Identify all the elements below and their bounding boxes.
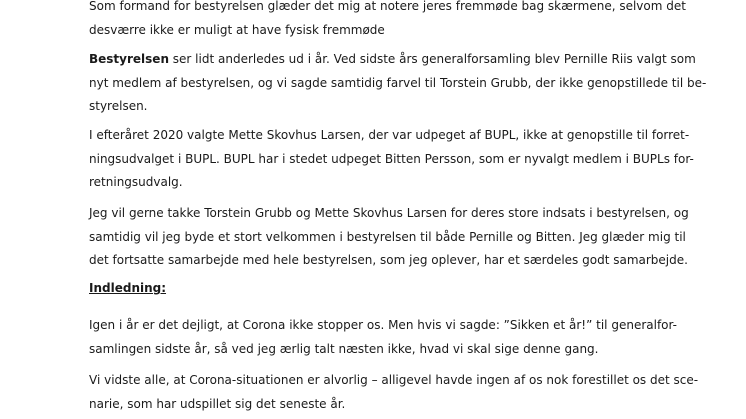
section-heading: Indledning:: [89, 281, 167, 295]
text-line: Igen i år er det dejligt, at Corona ikke stopper os. Men hvis vi sagde: ”Sikken et år!” til generalfor-: [89, 318, 678, 332]
text-line: I efteråret 2020 valgte Mette Skovhus Larsen, der var udpeget af BUPL, ikke at genopstille til forret-: [89, 128, 690, 142]
text-line: styrelsen.: [89, 99, 148, 113]
text-line: narie, som har udspillet sig det seneste år.: [89, 396, 346, 411]
bold-lead: Bestyrelsen: [89, 52, 169, 66]
paragraph-corona-intro: [89, 314, 678, 361]
text-line: desværre ikke er muligt at have fysisk fremmøde: [89, 22, 385, 37]
paragraph-tak: [89, 202, 689, 273]
text-line: samtidig vil jeg byde et stort velkommen i bestyrelsen til både Pernille og Bitten. Jeg glæder mig til: [89, 229, 686, 244]
paragraph-bestyrelsen: [89, 48, 707, 119]
text-line: ningsudvalget i BUPL. BUPL har i stedet udpeget Bitten Persson, som er nyvalgt medlem i BUPLs for-: [89, 151, 694, 166]
paragraph-intro: [89, 0, 686, 42]
text-line: Jeg vil gerne takke Torstein Grubb og Mette Skovhus Larsen for deres store indsats i bestyrelsen, og: [89, 206, 689, 220]
text-line: [89, 48, 696, 72]
text-line: samlingen sidste år, så ved jeg ærlig talt næsten ikke, hvad vi skal sige denne gang.: [89, 341, 599, 356]
text-line: det fortsatte samarbejde med hele bestyrelsen, som jeg oplever, har et særdeles godt samarbejde.: [89, 253, 688, 267]
text-line: retningsudvalg.: [89, 175, 183, 189]
paragraph-bupl: [89, 124, 694, 195]
text-line: nyt medlem af bestyrelsen, og vi sagde samtidig farvel til Torstein Grubb, der ikke genopstillede til be-: [89, 75, 707, 90]
text-line: Vi vidste alle, at Corona-situationen er alvorlig – alligevel havde ingen af os nok forestillet os det sce-: [89, 373, 699, 387]
paragraph-corona-situation: [89, 369, 699, 416]
text-fragment: ser lidt anderledes ud i år. Ved sidste års generalforsamling blev Pernille Riis valgt som: [168, 52, 696, 66]
text-line: Som formand for bestyrelsen glæder det mig at notere jeres fremmøde bag skærmene, selvom det: [89, 0, 686, 13]
